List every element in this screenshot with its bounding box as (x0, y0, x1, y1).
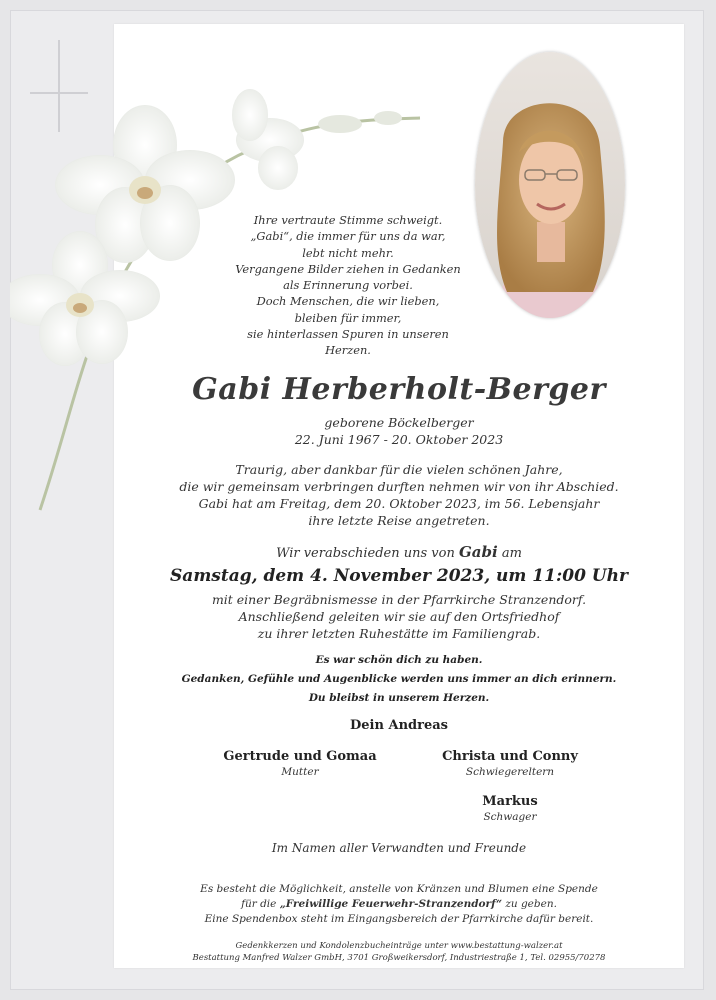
donation-note (114, 882, 684, 927)
mourner-left-role: Mutter (281, 766, 319, 778)
poem-line: Vergangene Bilder ziehen in Gedanken (235, 261, 461, 276)
mourner-third (420, 794, 600, 823)
funeral-detail-line: Anschließend geleiten wir sie auf den Ortsfriedhof (238, 609, 560, 624)
life-dates: 22. Juni 1967 - 20. Oktober 2023 (294, 432, 504, 447)
mourner-left-name: Gertrude und Gomaa (223, 749, 377, 764)
footer-line: Bestattung Manfred Walzer GmbH, 3701 Großweikersdorf, Industriestraße 1, Tel. 02955/70278 (192, 953, 606, 963)
farewell-intro-name: Gabi (458, 543, 498, 561)
poem-line: Doch Menschen, die wir lieben, (256, 294, 440, 309)
mourner-third-role: Schwager (483, 811, 537, 823)
donation-line: Eine Spendenbox steht im Eingangsbereich der Pfarrkirche dafür bereit. (204, 913, 594, 925)
poem-line: „Gabi“, die immer für uns da war, (250, 229, 446, 244)
mourner-right-name: Christa und Conny (442, 749, 578, 764)
mourner-third-name: Markus (482, 794, 538, 809)
poem-line: bleiben für immer, (294, 310, 402, 325)
funeral-date-time: Samstag, dem 4. November 2023, um 11:00 Uhr (170, 566, 628, 586)
closing-line: Im Namen aller Verwandten und Freunde (271, 841, 527, 855)
announcement-line: ihre letzte Reise angetreten. (308, 513, 490, 528)
portrait-photo (475, 52, 625, 318)
birth-name-block (114, 414, 684, 448)
announcement (114, 461, 684, 529)
mourner-right (420, 749, 600, 778)
funeral-detail-line: zu ihrer letzten Ruhestätte im Familiengrab. (257, 626, 541, 641)
donation-organization: „Freiwillige Feuerwehr-Stranzendorf“ (279, 898, 502, 910)
donation-line2-pre: für die (241, 898, 280, 910)
poem-line: als Erinnerung vorbei. (283, 278, 413, 293)
born-name: geborene Böckelberger (324, 415, 474, 430)
donation-line2-post: zu geben. (501, 898, 557, 910)
quote-line: Gedanken, Gefühle und Augenblicke werden uns immer an dich erinnern. (181, 673, 617, 685)
quote-line: Es war schön dich zu haben. (315, 654, 483, 666)
donation-line (114, 897, 684, 912)
poem-line: lebt nicht mehr. (302, 245, 394, 260)
poem-line: sie hinterlassen Spuren in unseren Herzen. (247, 327, 449, 358)
quote (114, 651, 684, 708)
main-mourner: Dein Andreas (350, 718, 448, 733)
mourner-right-role: Schwiegereltern (465, 766, 555, 778)
announcement-line: die wir gemeinsam verbringen durften nehmen wir von ihr Abschied. (179, 479, 619, 494)
footer (114, 940, 684, 964)
mourner-left (210, 749, 390, 778)
poem-line: Ihre vertraute Stimme schweigt. (253, 213, 443, 227)
farewell-intro-post: am (497, 546, 522, 561)
deceased-name: Gabi Herberholt-Berger (192, 372, 606, 407)
poem (228, 212, 468, 359)
announcement-line: Gabi hat am Freitag, dem 20. Oktober 2023, im 56. Lebensjahr (198, 496, 600, 511)
donation-line: Es besteht die Möglichkeit, anstelle von Kränzen und Blumen eine Spende (200, 883, 598, 895)
footer-line: Gedenkkerzen und Kondolenzbucheinträge unter www.bestattung-walzer.at (235, 941, 563, 951)
announcement-line: Traurig, aber dankbar für die vielen schönen Jahre, (235, 462, 563, 477)
farewell-intro (114, 544, 684, 562)
farewell-intro-pre: Wir verabschieden uns von (276, 546, 459, 561)
funeral-details (114, 591, 684, 642)
funeral-detail-line: mit einer Begräbnismesse in der Pfarrkirche Stranzendorf. (211, 592, 587, 607)
quote-line: Du bleibst in unserem Herzen. (308, 692, 490, 704)
